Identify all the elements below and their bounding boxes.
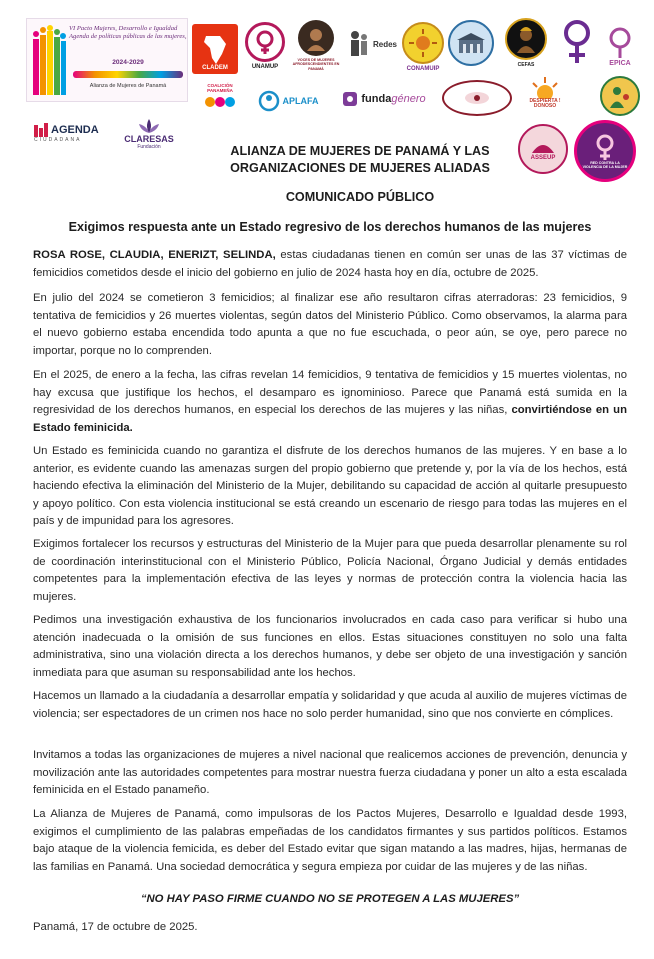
lotus-icon	[135, 118, 163, 134]
paragraph-1	[33, 247, 627, 282]
female-symbol-icon	[562, 19, 592, 65]
agenda-sub-label: CIUDADANA	[34, 137, 82, 143]
red-violencia-logo	[574, 120, 636, 182]
conamuip-logo	[402, 22, 444, 64]
people-icon	[347, 29, 371, 59]
paragraph-6: Pedimos una investigación exhaustiva de los funcionarios involucrados en cada caso para verificar si hubo una atención inadecuada o la omisión de sus funciones en ellos. Estas situaciones constituyen no solo una falta administrativa, sino una violación directa a los derechos humanos, y debe ser objeto de una investigación y sanción inmediata para que asuman su responsabilidad ante los hechos.	[33, 614, 627, 679]
unamup-logo	[245, 22, 285, 62]
fundagenero-logo	[330, 86, 438, 112]
cefas-logo	[505, 18, 547, 60]
voces-label: VOCES DE MUJERES AFRODESCENDIENTES EN PANAMÁ	[292, 58, 340, 71]
agenda-icon	[34, 123, 48, 137]
female-symbol-logo	[560, 18, 594, 66]
despierta-label: DESPIERTA ! DONOSO	[529, 97, 561, 109]
pacto-mujeres-logo	[26, 18, 188, 102]
paragraph-1-text: estas ciudadanas tienen en común ser unas de las 37 víctimas de femicidios cometidos desde el inicio del gobierno en julio de 2024 hasta hoy en día, octubre de 2025.	[33, 249, 627, 279]
title-line-1: ALIANZA DE MUJERES DE PANAMÁ Y LAS	[230, 144, 490, 158]
coalicion-logo	[448, 20, 494, 66]
paragraph-5: Exigimos fortalecer los recursos y estructuras del Ministerio de la Mujer para que pueda desarrollar plenamente su rol de coordinación interinstitucional con el Ministerio Público, Policía Nacional, Órgano Judicial y demás entidades competentes para la implementación efectiva de las leyes y normas de protección contra la violencia hacia las mujeres.	[33, 538, 627, 603]
women-silhouettes-icon	[31, 25, 67, 99]
coalicion-label: COALICIÓN PANAMEÑA	[207, 83, 233, 93]
red-violencia-label: RED CONTRA LA VIOLENCIA DE LA MUJER	[582, 161, 628, 169]
redes-label: Redes	[372, 39, 397, 49]
asociacion-logo	[442, 80, 512, 116]
despierta-logo	[522, 70, 568, 116]
redes-logo	[346, 28, 398, 60]
epica-label: EPICA	[609, 60, 631, 67]
paragraph-9: La Alianza de Mujeres de Panamá, como impulsoras de los Pactos Mujeres, Desarrollo e Igualdad desde 1993, exigimos el cumplimiento de las palabras empeñadas de los candidatos firmantes y sus partidos políticos. Estamos bajo ataque de la violencia femicida, es deber del Estado evitar que sigan matando a las madres, hijas, hermanas de las familias en Panamá. Una sociedad democrática y segura empieza por cuidar de las mujeres y de las niñas.	[33, 808, 627, 873]
woman-profile-icon	[512, 25, 540, 53]
document-title	[180, 143, 540, 177]
sun-icon	[408, 28, 438, 58]
document-subtitle: Exigimos respuesta ante un Estado regresivo de los derechos humanos de las mujeres	[68, 220, 592, 234]
right-circle-logo	[600, 76, 640, 116]
woman-symbol-icon	[590, 132, 620, 162]
comunicado-heading: COMUNICADO PÚBLICO	[285, 190, 435, 204]
aplafa-label: APLAFA	[282, 96, 319, 106]
voces-logo	[298, 20, 334, 56]
cefas-label: CEFAS	[517, 62, 535, 68]
claresas-sub-label: Fundación	[137, 144, 161, 150]
document-date: Panamá, 17 de octubre de 2025.	[33, 921, 198, 933]
victim-names: ROSA ROSE, CLAUDIA, ENERIZT, SELINDA,	[33, 249, 276, 261]
hands-icon	[202, 93, 238, 111]
asseup-label: ASSEUP	[530, 155, 556, 161]
unamup-label: UNAMUP	[251, 64, 279, 70]
female-symbol-icon	[252, 29, 278, 55]
fundagenero-label-b: género	[391, 93, 426, 105]
paragraph-3-emphasis: convirtiéndose en un Estado feminicida.	[33, 404, 627, 434]
cladem-label: CLADEM	[192, 65, 238, 71]
coalicion-panamena-logo	[196, 82, 244, 112]
closing-slogan: “NO HAY PASO FIRME CUANDO NO SE PROTEGEN A LAS MUJERES”	[140, 893, 520, 905]
claresas-label: CLARESAS	[124, 134, 174, 144]
agenda-label: AGENDA	[51, 124, 99, 136]
paragraph-8: Invitamos a todas las organizaciones de mujeres a nivel nacional que realicemos acciones de prevención, denuncia y movilización ante las autoridades competentes para mostrar nuestra fuerza ciudadana y poner un alto a esta escalada feminicida en el Estado panameño.	[33, 749, 627, 797]
cladem-map-icon	[198, 32, 232, 66]
fundagenero-icon	[342, 91, 358, 107]
pacto-color-bar	[73, 71, 183, 78]
paragraph-4: Un Estado es feminicida cuando no garantiza el disfrute de los derechos humanos de las mujeres. Y en base a lo anterior, es evidente cuando las amenazas surgen del propio gobierno que pretende y, por la vía de los hechos, está haciendo efectiva la eliminación del Ministerio de la Mujer, debilitando su capacidad de acción al quitarle presupuesto y apoyo político. Con esta violencia institucional se está creando un escenario de riesgo para todas las mujeres en el país y de impunidad para los agresores.	[33, 445, 627, 528]
paragraph-3	[33, 367, 627, 437]
paragraph-2: En julio del 2024 se cometieron 3 femicidios; al finalizar ese año resultaron cifras aterradoras: 23 femicidios, 9 tentativa de femicidios y 26 muertes violentas, según datos del Ministerio Público. Como observamos, la alarma para el nuevo gobierno estaba encendida todo apunta a que no fue escuchada, o peor aún, se oye, pero parece no importar, porque no lo comprenden.	[33, 292, 627, 357]
agenda-ciudadana-logo	[34, 118, 110, 148]
building-icon	[456, 32, 486, 54]
sunrise-icon	[530, 77, 560, 99]
pacto-years: 2024-2029	[112, 59, 144, 66]
aplafa-symbol-icon	[258, 90, 280, 112]
claresas-logo	[116, 114, 182, 154]
paragraph-3-text: En el 2025, de enero a la fecha, las cifras revelan 14 femicidios, 9 tentativa de femicidios y 15 muertes violentas, no hay excusa que justifique los hechos, el desamparo es ignominioso. Parece que Panamá está sumida en la regresividad de los derechos humanos, en especial los derechos de las mujeres y las niñas,	[33, 369, 627, 417]
epica-logo	[600, 22, 640, 62]
mother-child-icon	[608, 84, 632, 108]
aplafa-logo	[252, 86, 324, 116]
pacto-org: Alianza de Mujeres de Panamá	[89, 83, 167, 89]
conamuip-label: CONAMUIP	[406, 66, 440, 72]
asociacion-emblem-icon	[462, 89, 492, 107]
epica-symbol-icon	[603, 25, 637, 59]
paragraph-7: Hacemos un llamado a la ciudadanía a desarrollar empatía y solidaridad y que acuda al auxilio de mujeres víctimas de violencia; ser espectadores de un crimen nos hace no solo perder humanidad, sino que nos convierte en cómplices.	[33, 690, 627, 720]
woman-face-icon	[303, 25, 329, 51]
pacto-title: VI Pacto Mujeres, Desarrollo e Igualdad Agenda de políticas públicas de las mujeres,	[69, 25, 187, 40]
fundagenero-label-a: funda	[361, 93, 392, 105]
title-line-2: ORGANIZACIONES DE MUJERES ALIADAS	[230, 161, 490, 175]
